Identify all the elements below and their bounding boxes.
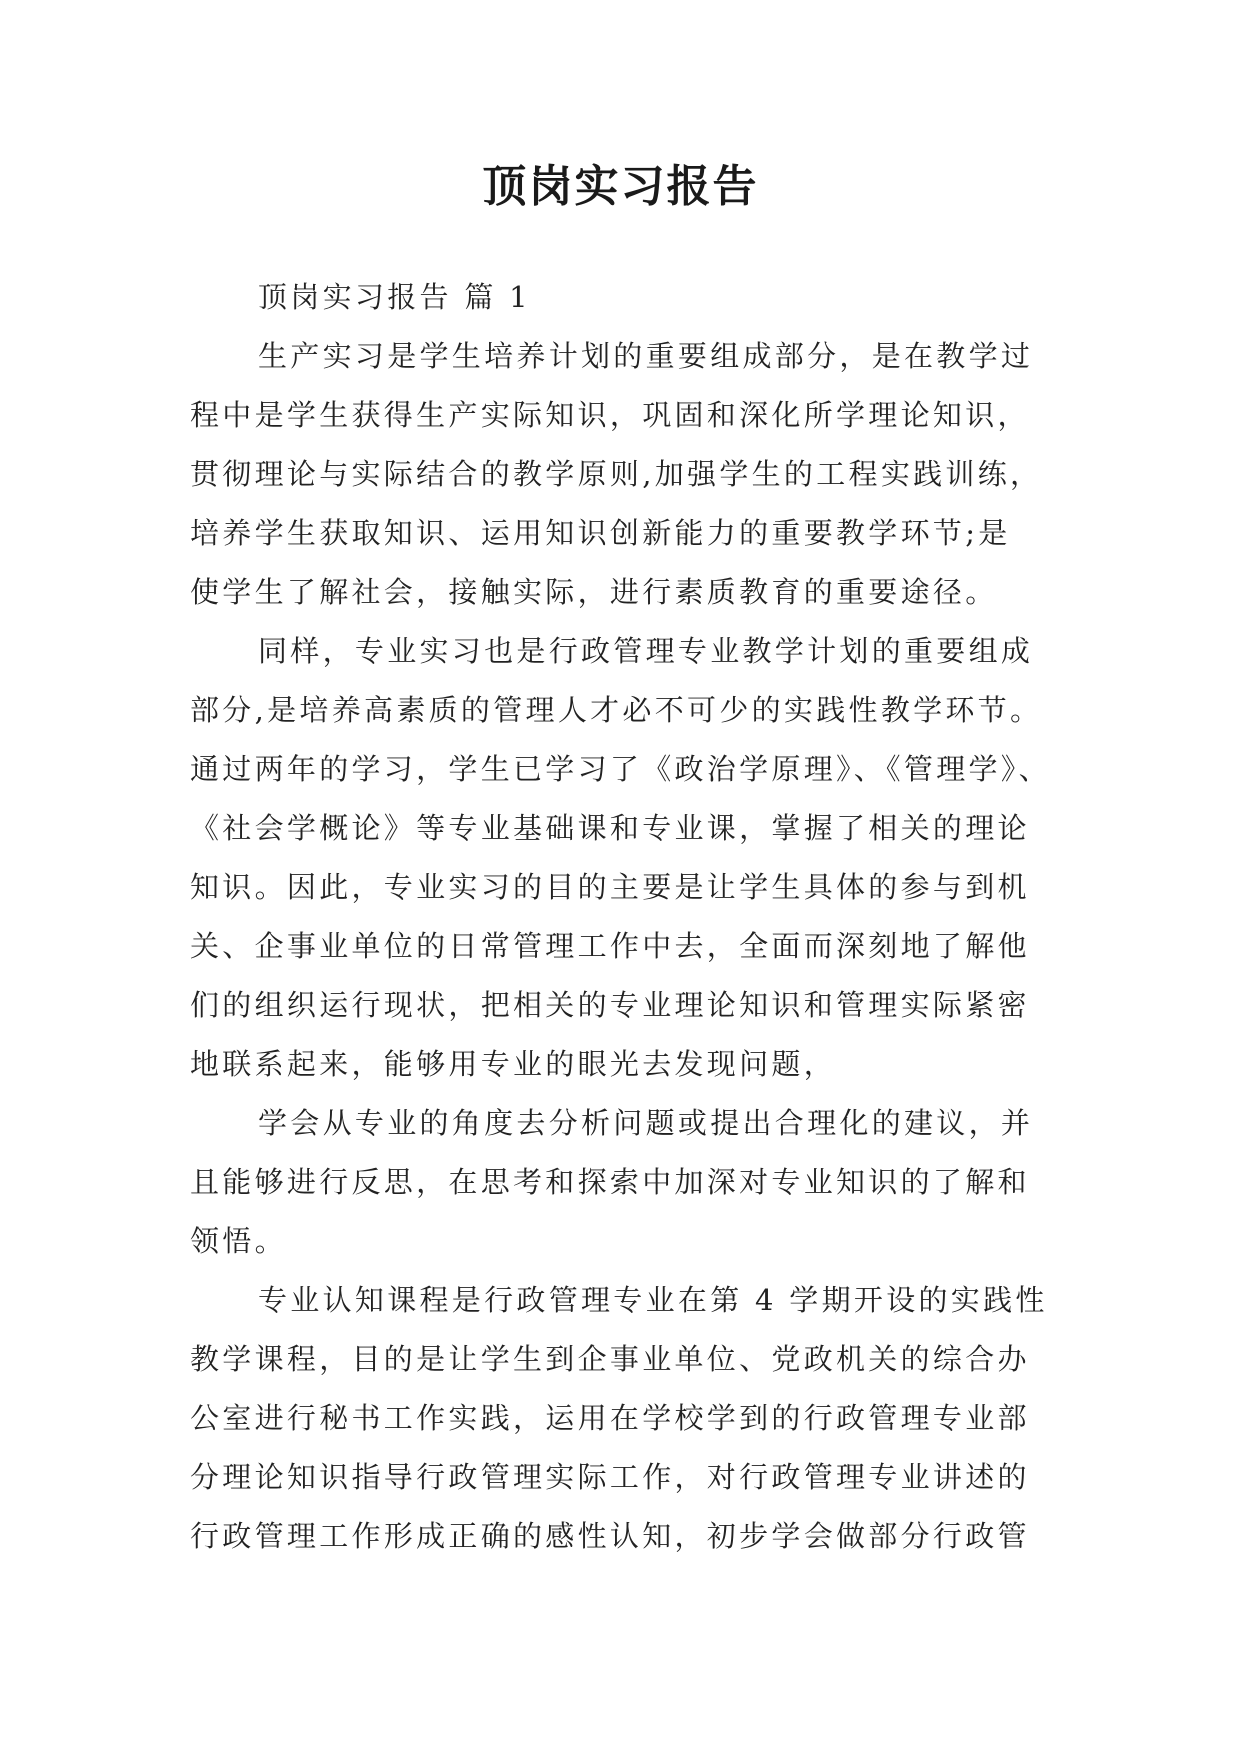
text-line: 公室进行秘书工作实践，运用在学校学到的行政管理专业部 xyxy=(190,1401,1030,1435)
text-line: 领悟。 xyxy=(190,1224,287,1258)
text-line: 且能够进行反思，在思考和探索中加深对专业知识的了解和 xyxy=(190,1165,1030,1199)
text-line: 程中是学生获得生产实际知识，巩固和深化所学理论知识， xyxy=(190,398,1030,432)
text-line: 顶岗实习报告 篇 1 xyxy=(258,280,531,314)
text-line: 关、企事业单位的日常管理工作中去，全面而深刻地了解他 xyxy=(190,929,1030,963)
text-line: 学会从专业的角度去分析问题或提出合理化的建议，并 xyxy=(258,1106,1034,1140)
text-line: 《社会学概论》等专业基础课和专业课，掌握了相关的理论 xyxy=(190,811,1030,845)
text-line: 行政管理工作形成正确的感性认知，初步学会做部分行政管 xyxy=(190,1519,1030,1553)
document-title: 顶岗实习报告 xyxy=(482,161,759,212)
text-line: 专业认知课程是行政管理专业在第 4 学期开设的实践性 xyxy=(258,1283,1048,1317)
text-line: 贯彻理论与实际结合的教学原则,加强学生的工程实践训练， xyxy=(190,457,1043,491)
document-body xyxy=(190,268,1060,1566)
text-line: 使学生了解社会，接触实际，进行素质教育的重要途径。 xyxy=(190,575,998,609)
text-line: 们的组织运行现状，把相关的专业理论知识和管理实际紧密 xyxy=(190,988,1030,1022)
text-line: 部分,是培养高素质的管理人才必不可少的实践性教学环节。 xyxy=(190,693,1043,727)
text-line: 地联系起来，能够用专业的眼光去发现问题， xyxy=(190,1047,837,1081)
text-line: 教学课程，目的是让学生到企事业单位、党政机关的综合办 xyxy=(190,1342,1030,1376)
text-line: 培养学生获取知识、运用知识创新能力的重要教学环节;是 xyxy=(190,516,1011,550)
text-line: 通过两年的学习，学生已学习了《政治学原理》、《管理学》、 xyxy=(190,752,1051,786)
text-line: 同样，专业实习也是行政管理专业教学计划的重要组成 xyxy=(258,634,1034,668)
text-line: 分理论知识指导行政管理实际工作，对行政管理专业讲述的 xyxy=(190,1460,1030,1494)
text-line: 知识。因此，专业实习的目的主要是让学生具体的参与到机 xyxy=(190,870,1030,904)
text-line: 生产实习是学生培养计划的重要组成部分，是在教学过 xyxy=(258,339,1034,373)
